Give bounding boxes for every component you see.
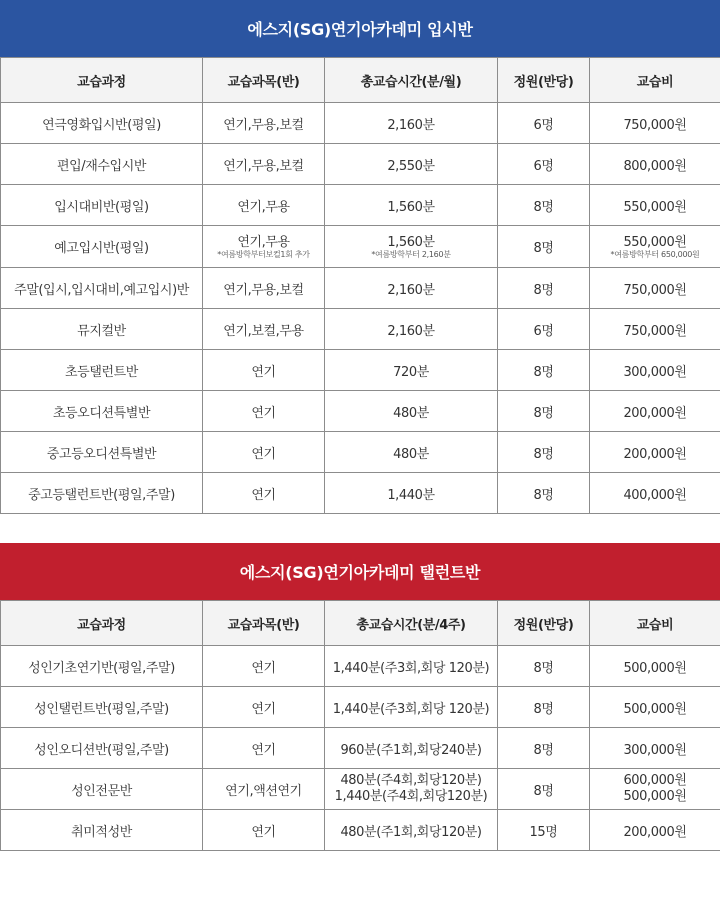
fee-cell: 750,000원	[590, 268, 720, 309]
hours-cell: 2,550분	[325, 144, 498, 185]
course-cell: 주말(입시,입시대비,예고입시)반	[1, 268, 203, 309]
subject-cell: 연기,무용	[203, 185, 325, 226]
hours-cell: 2,160분	[325, 103, 498, 144]
header-course: 교습과정	[1, 601, 203, 646]
capacity-cell: 8명	[498, 473, 590, 514]
capacity-cell: 6명	[498, 103, 590, 144]
header-subject: 교습과목(반)	[203, 601, 325, 646]
table-row	[1, 103, 720, 144]
table-row	[1, 391, 720, 432]
subject-cell: 연기	[203, 687, 325, 728]
course-cell: 입시대비반(평일)	[1, 185, 203, 226]
subject-cell: 연기	[203, 810, 325, 851]
hours-value: 480분(주4회,회당120분)	[340, 773, 482, 788]
fee-cell: 500,000원	[590, 646, 720, 687]
talent-title: 에스지(SG)연기아카데미 탤런트반	[239, 563, 481, 582]
table-row	[1, 144, 720, 185]
header-hours: 총교습시간(분/4주)	[325, 601, 498, 646]
table-header-row	[1, 601, 720, 646]
hours-cell: 1,560분	[325, 185, 498, 226]
course-cell: 초등오디션특별반	[1, 391, 203, 432]
talent-table	[0, 600, 720, 851]
course-cell: 뮤지컬반	[1, 309, 203, 350]
table-row	[1, 810, 720, 851]
course-cell: 초등탤런트반	[1, 350, 203, 391]
fee-cell: 750,000원	[590, 103, 720, 144]
fee-value-2: 500,000원	[623, 789, 687, 804]
capacity-cell: 6명	[498, 309, 590, 350]
hours-value-2: 1,440분(주4회,회당120분)	[334, 789, 488, 804]
course-cell: 중고등오디션특별반	[1, 432, 203, 473]
capacity-cell: 8명	[498, 769, 590, 810]
talent-section	[0, 543, 720, 851]
subject-cell: 연기	[203, 391, 325, 432]
table-row	[1, 769, 720, 810]
header-capacity: 정원(반당)	[498, 601, 590, 646]
hours-cell	[325, 769, 498, 810]
subject-cell: 연기,액션연기	[203, 769, 325, 810]
capacity-cell: 8명	[498, 185, 590, 226]
header-fee: 교습비	[590, 601, 720, 646]
hours-cell: 720분	[325, 350, 498, 391]
table-header-row	[1, 58, 720, 103]
course-cell: 연극영화입시반(평일)	[1, 103, 203, 144]
subject-cell: 연기,보컬,무용	[203, 309, 325, 350]
admission-table	[0, 57, 720, 514]
hours-cell: 1,440분(주3회,회당 120분)	[325, 646, 498, 687]
capacity-cell: 8명	[498, 391, 590, 432]
subject-cell: 연기,무용,보컬	[203, 144, 325, 185]
admission-title-banner	[0, 0, 720, 57]
hours-cell: 480분	[325, 432, 498, 473]
course-cell: 편입/재수입시반	[1, 144, 203, 185]
course-cell: 취미적성반	[1, 810, 203, 851]
subject-cell: 연기,무용,보컬	[203, 103, 325, 144]
fee-cell: 200,000원	[590, 810, 720, 851]
table-row	[1, 268, 720, 309]
fee-cell: 400,000원	[590, 473, 720, 514]
fee-cell: 300,000원	[590, 350, 720, 391]
admission-title: 에스지(SG)연기아카데미 입시반	[247, 20, 473, 39]
hours-cell: 1,440분	[325, 473, 498, 514]
header-subject: 교습과목(반)	[203, 58, 325, 103]
header-hours: 총교습시간(분/월)	[325, 58, 498, 103]
hours-cell	[325, 226, 498, 268]
capacity-cell: 8명	[498, 728, 590, 769]
fee-cell: 200,000원	[590, 391, 720, 432]
header-capacity: 정원(반당)	[498, 58, 590, 103]
hours-cell: 480분(주1회,회당120분)	[325, 810, 498, 851]
fee-cell: 200,000원	[590, 432, 720, 473]
hours-cell: 480분	[325, 391, 498, 432]
course-cell: 성인오디션반(평일,주말)	[1, 728, 203, 769]
hours-cell: 2,160분	[325, 309, 498, 350]
capacity-cell: 8명	[498, 687, 590, 728]
hours-cell: 1,440분(주3회,회당 120분)	[325, 687, 498, 728]
fee-cell: 750,000원	[590, 309, 720, 350]
subject-cell	[203, 226, 325, 268]
table-row	[1, 728, 720, 769]
course-cell: 예고입시반(평일)	[1, 226, 203, 268]
hours-cell: 2,160분	[325, 268, 498, 309]
capacity-cell: 8명	[498, 432, 590, 473]
hours-note: *여름방학부터 2,160분	[371, 249, 451, 259]
header-course: 교습과정	[1, 58, 203, 103]
capacity-cell: 15명	[498, 810, 590, 851]
talent-title-banner	[0, 543, 720, 600]
capacity-cell: 8명	[498, 268, 590, 309]
fee-cell: 500,000원	[590, 687, 720, 728]
capacity-cell: 8명	[498, 646, 590, 687]
table-row	[1, 432, 720, 473]
capacity-cell: 8명	[498, 226, 590, 268]
subject-cell: 연기	[203, 432, 325, 473]
table-row	[1, 309, 720, 350]
subject-cell: 연기	[203, 473, 325, 514]
table-row	[1, 646, 720, 687]
course-cell: 성인전문반	[1, 769, 203, 810]
course-cell: 성인탤런트반(평일,주말)	[1, 687, 203, 728]
table-row	[1, 226, 720, 268]
hours-value: 1,560분	[387, 234, 435, 250]
subject-cell: 연기	[203, 350, 325, 391]
course-cell: 성인기초연기반(평일,주말)	[1, 646, 203, 687]
subject-note: *여름방학부터보컬1회 추가	[217, 249, 310, 259]
table-row	[1, 185, 720, 226]
fee-note: *여름방학부터 650,000원	[610, 249, 700, 259]
table-row	[1, 473, 720, 514]
capacity-cell: 8명	[498, 350, 590, 391]
fee-cell: 300,000원	[590, 728, 720, 769]
subject-cell: 연기	[203, 646, 325, 687]
fee-cell: 550,000원	[590, 185, 720, 226]
fee-cell: 800,000원	[590, 144, 720, 185]
table-row	[1, 687, 720, 728]
subject-value: 연기,무용	[237, 234, 290, 250]
subject-cell: 연기,무용,보컬	[203, 268, 325, 309]
fee-cell	[590, 769, 720, 810]
table-row	[1, 350, 720, 391]
capacity-cell: 6명	[498, 144, 590, 185]
subject-cell: 연기	[203, 728, 325, 769]
fee-value: 550,000원	[623, 234, 687, 250]
course-cell: 중고등탤런트반(평일,주말)	[1, 473, 203, 514]
header-fee: 교습비	[590, 58, 720, 103]
hours-cell: 960분(주1회,회당240분)	[325, 728, 498, 769]
fee-cell	[590, 226, 720, 268]
fee-value: 600,000원	[623, 773, 687, 788]
